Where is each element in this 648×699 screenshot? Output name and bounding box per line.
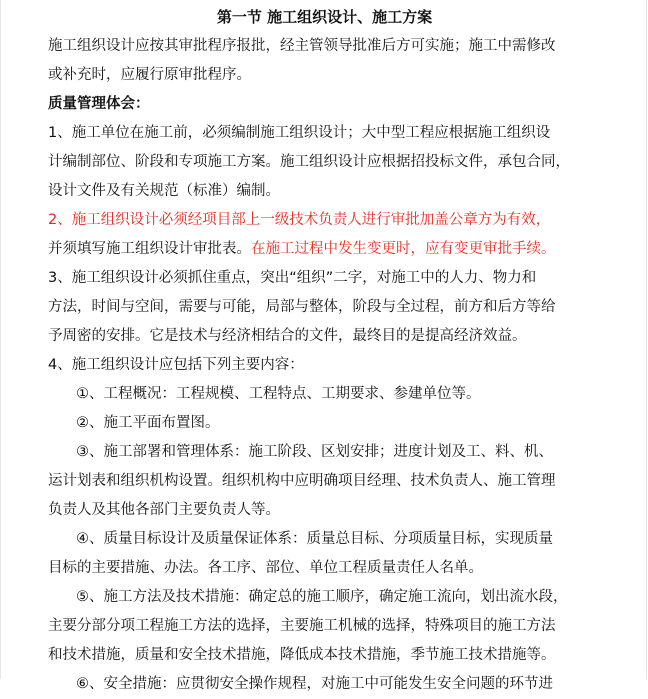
paragraph-line: 3、施工组织设计必须抓住重点，突出“组织”二字，对施工中的人力、物力和 [48, 270, 537, 286]
paragraph-line: 4、施工组织设计应包括下列主要内容： [48, 357, 304, 373]
paragraph-line: 计编制部位、阶段和专项施工方案。施工组织设计应根据招投标文件，承包合同， [48, 154, 570, 170]
list-item: ①、工程概况：工程规模、工程特点、工期要求、参建单位等。 [76, 386, 481, 402]
paragraph-line: 施工组织设计应按其审批程序报批，经主管领导批准后方可实施；施工中需修改 [48, 38, 556, 54]
paragraph-line: 负责人及其他各部门主要负责人等。 [48, 502, 280, 518]
paragraph-line: 运计划表和组织机构设置。组织机构中应明确项目经理、技术负责人、施工管理 [48, 473, 556, 489]
line-text-black: 并须填写施工组织设计审批表。 [48, 241, 251, 257]
mixed-line [48, 235, 556, 264]
list-item: ④、质量目标设计及质量保证体系：质量总目标、分项质量目标，实现质量 [76, 531, 553, 547]
paragraph-line: 予周密的安排。它是技术与经济相结合的文件，最终目的是提高经济效益。 [48, 328, 527, 344]
paragraph-line: 设计文件及有关规范（标准）编制。 [48, 183, 280, 199]
list-item: ⑤、施工方法及技术措施：确定总的施工顺序，确定施工流向，划出流水段， [76, 589, 568, 605]
paragraph-line: 方法，时间与空间，需要与可能，局部与整体，阶段与全过程，前方和后方等给 [48, 299, 556, 315]
list-item: ⑥、安全措施：应贯彻安全操作规程，对施工中可能发生安全问题的环节进 [76, 676, 553, 692]
paragraph-line: 目标的主要措施、办法。各工序、部位、单位工程质量责任人名单。 [48, 560, 483, 576]
highlighted-line: 2、施工组织设计必须经项目部上一级技术负责人进行审批加盖公章方为有效， [48, 212, 551, 228]
section-heading: 质量管理体会： [48, 96, 150, 112]
line-text-red: 在施工过程中发生变更时，应有变更审批手续。 [251, 241, 556, 257]
paragraph-line: 主要分部分项工程施工方法的选择，主要施工机械的选择，特殊项目的施工方法 [48, 618, 556, 634]
paragraph-line: 1、施工单位在施工前，必须编制施工组织设计；大中型工程应根据施工组织设 [48, 125, 551, 141]
list-item: ②、施工平面布置图。 [76, 415, 220, 431]
list-item: ③、施工部署和管理体系：施工阶段、区划安排；进度计划及工、料、机、 [76, 444, 553, 460]
paragraph-line: 和技术措施，质量和安全技术措施，降低成本技术措施，季节施工技术措施等。 [48, 647, 556, 663]
section-title: 第一节 施工组织设计、施工方案 [216, 8, 433, 26]
paragraph-line: 或补充时，应履行原审批程序。 [48, 67, 251, 83]
